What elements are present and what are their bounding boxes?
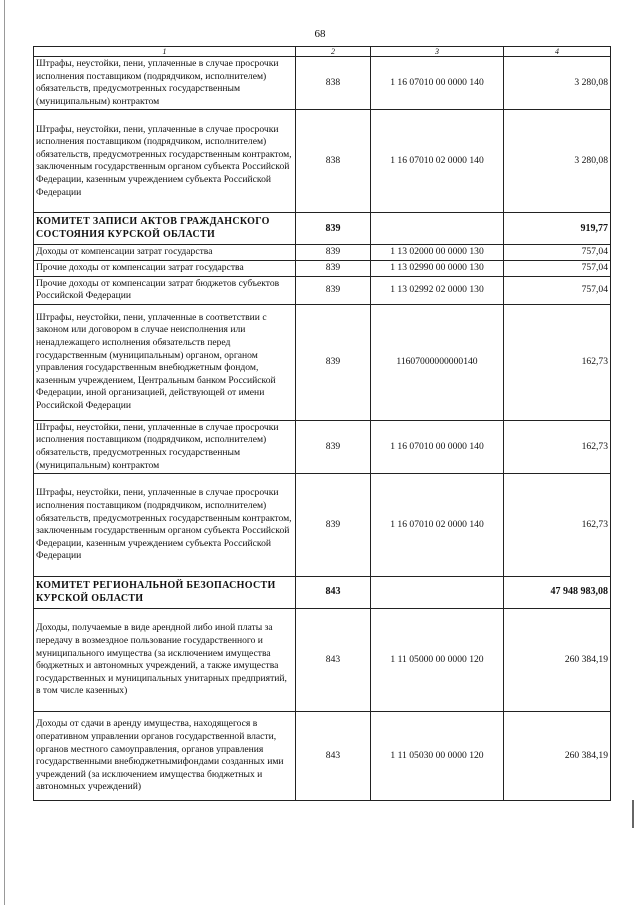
cell-admin-code: 843 — [296, 577, 371, 609]
revenue-table — [33, 46, 611, 801]
table-body — [34, 47, 611, 801]
cell-admin-code: 838 — [296, 57, 371, 110]
table-header-row — [34, 47, 611, 57]
cell-budget-code: 1 13 02992 02 0000 130 — [371, 276, 504, 304]
cell-description: Прочие доходы от компенсации затрат государства — [34, 260, 296, 276]
table-row — [34, 245, 611, 261]
cell-amount: 3 280,08 — [504, 110, 611, 213]
cell-budget-code: 1 13 02000 00 0000 130 — [371, 245, 504, 261]
cell-budget-code: 11607000000000140 — [371, 304, 504, 420]
cell-admin-code: 839 — [296, 260, 371, 276]
header-col-2: 2 — [296, 47, 371, 57]
cell-amount: 260 384,19 — [504, 609, 611, 712]
cell-description: Доходы, получаемые в виде арендной либо иной платы за передачу в возмездное пользование государственного и муниципального имущества (за исключением имущества бюджетных и автономных учреждений, а также имущества государственных и муниципальных унитарных предприятий, в том числе казенных) — [34, 609, 296, 712]
table-row — [34, 110, 611, 213]
scan-left-edge — [4, 0, 5, 905]
cell-description: Штрафы, неустойки, пени, уплаченные в случае просрочки исполнения поставщиком (подрядчиком, исполнителем) обязательств, предусмотренных государственным (муниципальным) контрактом — [34, 420, 296, 473]
cell-budget-code: 1 11 05030 00 0000 120 — [371, 712, 504, 801]
cell-admin-code: 843 — [296, 712, 371, 801]
header-col-3: 3 — [371, 47, 504, 57]
cell-admin-code: 839 — [296, 213, 371, 245]
section-row — [34, 577, 611, 609]
cell-description: КОМИТЕТ РЕГИОНАЛЬНОЙ БЕЗОПАСНОСТИ КУРСКОЙ ОБЛАСТИ — [34, 577, 296, 609]
page-number: 68 — [314, 28, 326, 40]
cell-admin-code: 839 — [296, 420, 371, 473]
cell-budget-code — [371, 213, 504, 245]
cell-amount: 919,77 — [504, 213, 611, 245]
cell-budget-code: 1 16 07010 02 0000 140 — [371, 110, 504, 213]
table-row — [34, 276, 611, 304]
table-row — [34, 474, 611, 577]
cell-description: Доходы от компенсации затрат государства — [34, 245, 296, 261]
cell-admin-code: 839 — [296, 304, 371, 420]
scan-right-mark — [632, 800, 634, 828]
cell-amount: 3 280,08 — [504, 57, 611, 110]
cell-description: КОМИТЕТ ЗАПИСИ АКТОВ ГРАЖДАНСКОГО СОСТОЯНИЯ КУРСКОЙ ОБЛАСТИ — [34, 213, 296, 245]
table-row — [34, 712, 611, 801]
cell-amount: 162,73 — [504, 474, 611, 577]
table-row — [34, 304, 611, 420]
cell-description: Доходы от сдачи в аренду имущества, находящегося в оперативном управлении органов государственной власти, органов местного самоуправления, органов управления государственными внебюджетнымифондами созданных ими учреждений (за исключением имущества бюджетных и автономных учреждений) — [34, 712, 296, 801]
table-row — [34, 260, 611, 276]
cell-description: Штрафы, неустойки, пени, уплаченные в случае просрочки исполнения поставщиком (подрядчиком, исполнителем) обязательств, предусмотренных государственным контрактом, заключенным государственным органом субъекта Российской Федерации, казенным учреждением субъекта Российской Федерации — [34, 474, 296, 577]
cell-amount: 162,73 — [504, 420, 611, 473]
cell-budget-code — [371, 577, 504, 609]
cell-description: Штрафы, неустойки, пени, уплаченные в случае просрочки исполнения поставщиком (подрядчиком, исполнителем) обязательств, предусмотренных государственным (муниципальным) контрактом — [34, 57, 296, 110]
cell-description: Штрафы, неустойки, пени, уплаченные в соответствии с законом или договором в случае неисполнения или ненадлежащего исполнения обязательств перед государственным (муниципальным) органом, органом управления государственным внебюджетным фондом, казенным учреждением, Центральным банком Российской Федерации, иной организацией, действующей от имени Российской Федерации — [34, 304, 296, 420]
cell-amount: 162,73 — [504, 304, 611, 420]
table-row — [34, 609, 611, 712]
cell-amount: 757,04 — [504, 260, 611, 276]
cell-amount: 260 384,19 — [504, 712, 611, 801]
table-row — [34, 420, 611, 473]
cell-amount: 757,04 — [504, 245, 611, 261]
cell-admin-code: 839 — [296, 245, 371, 261]
cell-budget-code: 1 11 05000 00 0000 120 — [371, 609, 504, 712]
section-row — [34, 213, 611, 245]
header-col-4: 4 — [504, 47, 611, 57]
cell-admin-code: 843 — [296, 609, 371, 712]
cell-description: Штрафы, неустойки, пени, уплаченные в случае просрочки исполнения поставщиком (подрядчиком, исполнителем) обязательств, предусмотренных государственным контрактом, заключенным государственным органом субъекта Российской Федерации, казенным учреждением субъекта Российской Федерации — [34, 110, 296, 213]
cell-budget-code: 1 16 07010 02 0000 140 — [371, 474, 504, 577]
table-row — [34, 57, 611, 110]
cell-budget-code: 1 16 07010 00 0000 140 — [371, 57, 504, 110]
cell-admin-code: 838 — [296, 110, 371, 213]
cell-budget-code: 1 16 07010 00 0000 140 — [371, 420, 504, 473]
cell-budget-code: 1 13 02990 00 0000 130 — [371, 260, 504, 276]
cell-amount: 47 948 983,08 — [504, 577, 611, 609]
header-col-1: 1 — [34, 47, 296, 57]
cell-admin-code: 839 — [296, 276, 371, 304]
cell-description: Прочие доходы от компенсации затрат бюджетов субъектов Российской Федерации — [34, 276, 296, 304]
cell-admin-code: 839 — [296, 474, 371, 577]
cell-amount: 757,04 — [504, 276, 611, 304]
